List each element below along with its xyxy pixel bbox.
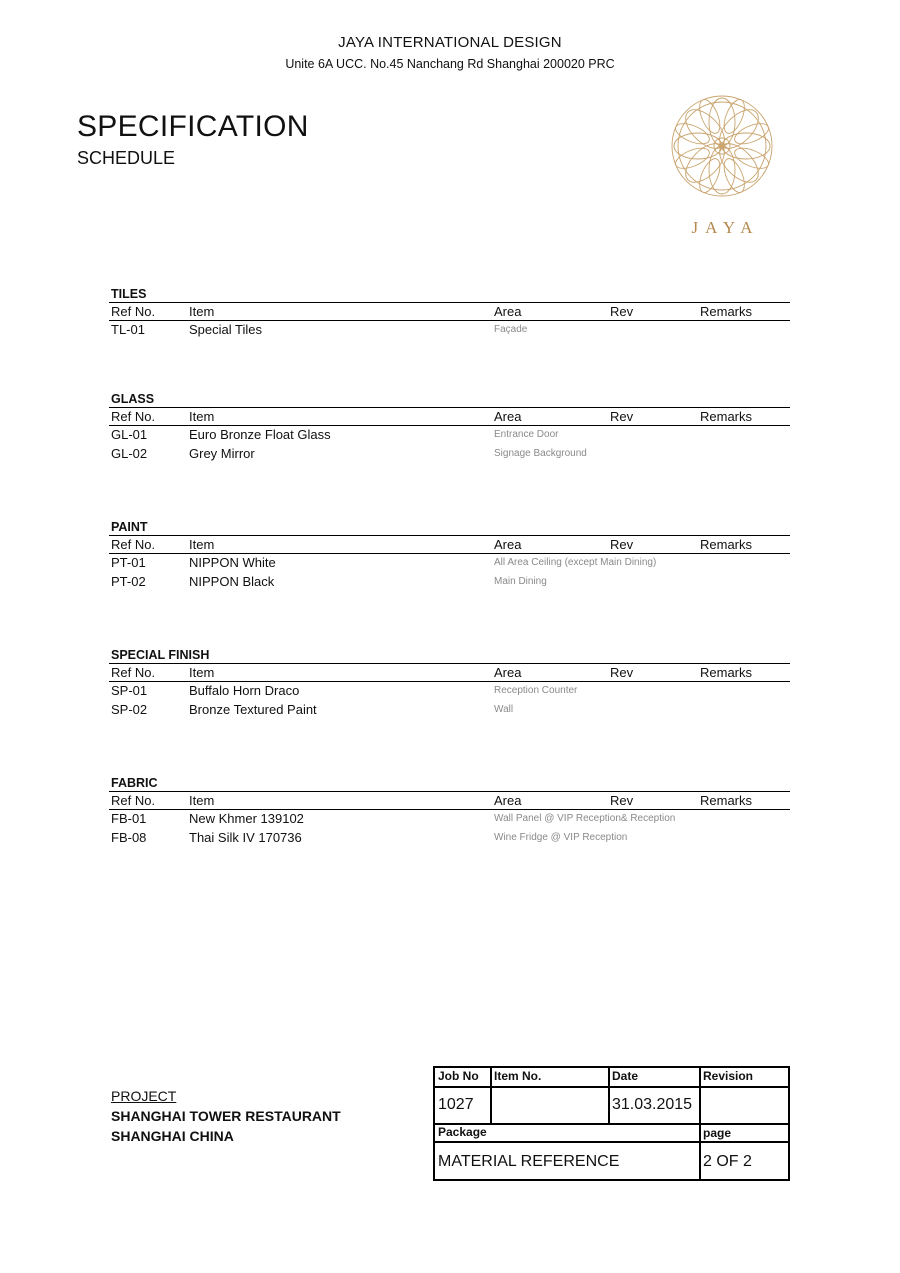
section-paint	[109, 519, 790, 591]
col-remarks-header: Remarks	[700, 304, 753, 319]
ref-no-cell: SP-01	[111, 683, 148, 698]
company-address: Unite 6A UCC. No.45 Nanchang Rd Shanghai 200020 PRC	[285, 57, 615, 71]
area-cell: Entrance Door	[494, 429, 559, 440]
project-info	[111, 1086, 341, 1146]
remarks-cell	[700, 829, 790, 848]
table-row	[109, 321, 790, 340]
job-no-value: 1027	[438, 1096, 474, 1113]
item-cell: Bronze Textured Paint	[189, 701, 317, 717]
section-glass	[109, 391, 790, 463]
col-ref-header: Ref No.	[111, 793, 156, 808]
section-special-finish	[109, 647, 790, 719]
item-cell: Buffalo Horn Draco	[189, 683, 300, 698]
col-ref-header: Ref No.	[111, 409, 156, 424]
company-name: JAYA INTERNATIONAL DESIGN	[338, 34, 562, 51]
rev-cell	[610, 829, 700, 848]
section-fabric	[109, 775, 790, 847]
col-area-header: Area	[494, 665, 522, 680]
section-tiles	[109, 286, 790, 340]
item-no-label: Item No.	[494, 1069, 542, 1083]
col-remarks-header: Remarks	[700, 537, 753, 552]
col-item-header: Item	[189, 304, 215, 319]
item-cell: Grey Mirror	[189, 445, 255, 461]
col-rev-header: Rev	[610, 537, 634, 552]
mandala-logo-icon	[668, 92, 776, 200]
ref-no-cell: GL-01	[111, 427, 148, 442]
col-remarks-header: Remarks	[700, 665, 753, 680]
section-title: PAINT	[111, 520, 148, 534]
page-label: page	[703, 1126, 732, 1140]
table-row	[109, 554, 790, 573]
table-row	[109, 701, 790, 720]
document-title-block	[77, 110, 309, 169]
jaya-logo	[664, 92, 780, 238]
col-item-header: Item	[189, 665, 215, 680]
remarks-cell	[700, 426, 790, 445]
remarks-cell	[700, 321, 790, 340]
rev-cell	[610, 554, 700, 573]
remarks-cell	[700, 573, 790, 592]
date-label: Date	[612, 1069, 639, 1083]
col-item-header: Item	[189, 793, 215, 808]
table-row	[109, 829, 790, 848]
col-rev-header: Rev	[610, 409, 634, 424]
col-rev-header: Rev	[610, 665, 634, 680]
col-rev-header: Rev	[610, 304, 634, 319]
col-ref-header: Ref No.	[111, 304, 156, 319]
col-item-header: Item	[189, 409, 215, 424]
ref-no-cell: FB-01	[111, 811, 147, 826]
company-header	[0, 34, 900, 71]
area-cell: Signage Background	[494, 447, 587, 459]
col-area-header: Area	[494, 793, 522, 808]
project-name: SHANGHAI TOWER RESTAURANT	[111, 1108, 341, 1124]
table-row	[109, 426, 790, 445]
table-header	[109, 663, 790, 682]
ref-no-cell: FB-08	[111, 829, 147, 845]
logo-wordmark: JAYA	[691, 218, 760, 237]
table-row	[109, 682, 790, 701]
item-cell: Euro Bronze Float Glass	[189, 427, 331, 442]
ref-no-cell: SP-02	[111, 701, 148, 717]
area-cell: Reception Counter	[494, 685, 578, 696]
col-area-header: Area	[494, 409, 522, 424]
table-row	[109, 573, 790, 592]
item-cell: Special Tiles	[189, 322, 262, 337]
revision-label: Revision	[703, 1069, 754, 1083]
col-item-header: Item	[189, 537, 215, 552]
col-area-header: Area	[494, 304, 522, 319]
title-block-table	[433, 1066, 790, 1181]
remarks-cell	[700, 554, 790, 573]
package-label: Package	[438, 1125, 487, 1139]
ref-no-cell: GL-02	[111, 445, 148, 461]
table-header	[109, 791, 790, 810]
remarks-cell	[700, 701, 790, 720]
remarks-cell	[700, 810, 790, 829]
rev-cell	[610, 321, 700, 340]
table-row	[109, 445, 790, 464]
col-ref-header: Ref No.	[111, 665, 156, 680]
rev-cell	[610, 682, 700, 701]
area-cell: Wine Fridge @ VIP Reception	[494, 831, 628, 843]
project-label: PROJECT	[111, 1088, 177, 1104]
item-cell: NIPPON White	[189, 555, 276, 570]
area-cell: Wall	[494, 703, 514, 715]
section-title: FABRIC	[111, 776, 158, 790]
document-subtitle: SCHEDULE	[77, 148, 176, 168]
section-title: SPECIAL FINISH	[111, 648, 210, 662]
table-header	[109, 302, 790, 321]
remarks-cell	[700, 682, 790, 701]
col-remarks-header: Remarks	[700, 793, 753, 808]
date-value: 31.03.2015	[612, 1096, 693, 1113]
section-title: GLASS	[111, 392, 155, 406]
area-cell: Façade	[494, 324, 528, 335]
project-location: SHANGHAI CHINA	[111, 1128, 234, 1144]
ref-no-cell: PT-01	[111, 555, 146, 570]
page-value: 2 OF 2	[703, 1153, 752, 1170]
table-header	[109, 535, 790, 554]
area-cell: Wall Panel @ VIP Reception& Reception	[494, 813, 676, 824]
area-cell: Main Dining	[494, 575, 547, 587]
rev-cell	[610, 810, 700, 829]
item-cell: New Khmer 139102	[189, 811, 304, 826]
col-rev-header: Rev	[610, 793, 634, 808]
col-ref-header: Ref No.	[111, 537, 156, 552]
table-header	[109, 407, 790, 426]
ref-no-cell: TL-01	[111, 322, 145, 337]
col-remarks-header: Remarks	[700, 409, 753, 424]
job-no-label: Job No	[438, 1069, 479, 1083]
rev-cell	[610, 573, 700, 592]
item-cell: NIPPON Black	[189, 573, 275, 589]
rev-cell	[610, 445, 700, 464]
rev-cell	[610, 701, 700, 720]
ref-no-cell: PT-02	[111, 573, 146, 589]
rev-cell	[610, 426, 700, 445]
package-value: MATERIAL REFERENCE	[438, 1153, 620, 1170]
area-cell: All Area Ceiling (except Main Dining)	[494, 557, 657, 568]
remarks-cell	[700, 445, 790, 464]
col-area-header: Area	[494, 537, 522, 552]
section-title: TILES	[111, 287, 147, 301]
item-cell: Thai Silk IV 170736	[189, 829, 302, 845]
table-row	[109, 810, 790, 829]
document-title: SPECIFICATION	[77, 110, 309, 143]
